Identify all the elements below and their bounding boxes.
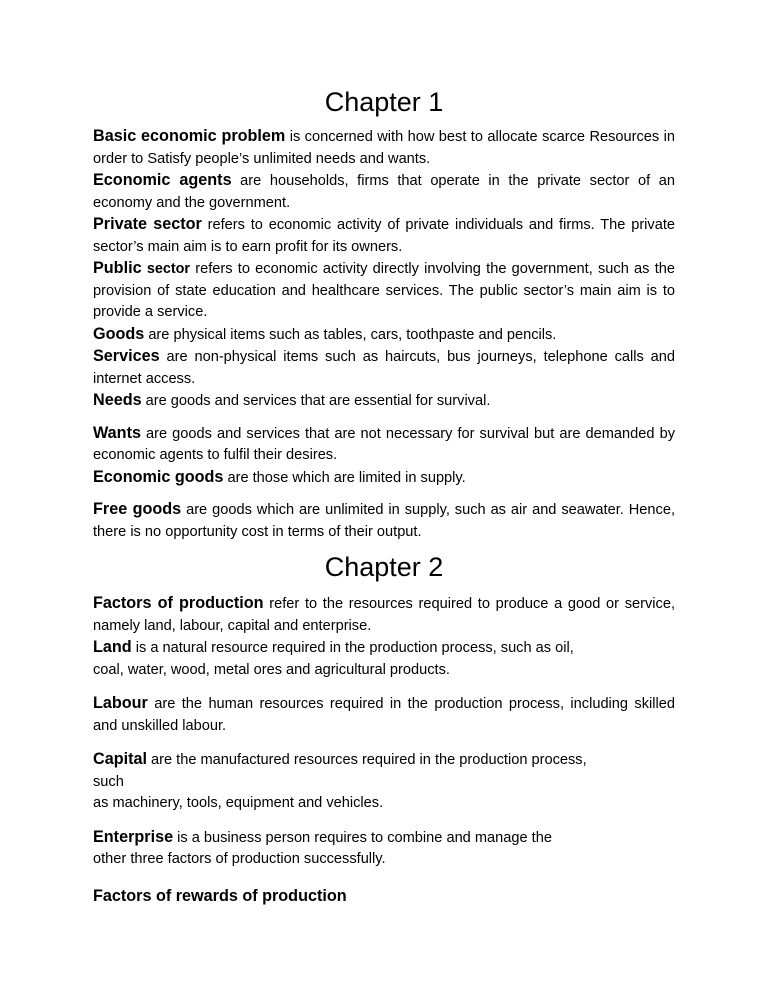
definition-text-line-2: other three factors of production successfully. bbox=[93, 851, 386, 867]
definition-free-goods bbox=[93, 499, 675, 543]
definition-enterprise bbox=[93, 827, 675, 871]
term: Private sector bbox=[93, 215, 202, 233]
chapter-1-title: Chapter 1 bbox=[324, 87, 444, 117]
definition-services bbox=[93, 346, 675, 390]
definition-text: is a natural resource required in the production process, such as oil, bbox=[131, 640, 574, 656]
definition-land bbox=[93, 637, 675, 681]
definition-text: refers to economic activity of private individuals and firms. The private sector’s main aim is to earn profit for its owners. bbox=[93, 217, 676, 255]
term: Land bbox=[93, 638, 132, 656]
term: Services bbox=[93, 347, 160, 365]
definition-text: are goods and services that are not necessary for survival but are demanded by economic agents to fulfil their desires. bbox=[93, 425, 675, 463]
definition-text-line-2: such bbox=[93, 773, 124, 790]
term: Goods bbox=[93, 324, 145, 343]
section-heading-factor-rewards: Factors of rewards of production bbox=[93, 886, 347, 905]
definition-text: are goods which are unlimited in supply, such as air and seawater. Hence, there is no opportunity cost in terms of their output. bbox=[93, 502, 676, 540]
term: Factors of production bbox=[93, 594, 264, 612]
term: Public bbox=[93, 259, 142, 277]
definition-capital bbox=[93, 749, 675, 815]
definition-text: are the manufactured resources required in the production process, bbox=[146, 752, 587, 768]
term: Needs bbox=[93, 391, 142, 409]
definition-labour bbox=[93, 693, 675, 737]
term: Basic economic problem bbox=[93, 127, 286, 145]
definition-text: are physical items such as tables, cars, toothpaste and pencils. bbox=[144, 326, 557, 343]
definition-text: are non-physical items such as haircuts, bus journeys, telephone calls and internet access. bbox=[93, 349, 675, 387]
definition-economic-goods bbox=[93, 467, 675, 490]
definition-basic-economic-problem bbox=[93, 126, 675, 170]
term: Economic agents bbox=[93, 171, 232, 189]
chapter-2-title: Chapter 2 bbox=[324, 552, 444, 582]
definition-wants bbox=[93, 423, 675, 467]
definition-text: refer to the resources required to produce a good or service, namely land, labour, capital and enterprise. bbox=[93, 596, 675, 634]
definition-text-line-3: as machinery, tools, equipment and vehicles. bbox=[93, 795, 384, 811]
definition-factors-of-production bbox=[93, 593, 675, 637]
term-continued: sector bbox=[146, 261, 191, 277]
term: Enterprise bbox=[93, 827, 174, 846]
definition-text-line-2: coal, water, wood, metal ores and agricultural products. bbox=[93, 661, 450, 678]
term: Labour bbox=[93, 694, 148, 712]
definition-text: are goods and services that are essential for survival. bbox=[141, 393, 491, 409]
definition-text: is concerned with how best to allocate scarce Resources in order to Satisfy people’s unlimited needs and wants. bbox=[93, 129, 675, 167]
term: Free goods bbox=[93, 500, 182, 518]
definition-needs bbox=[93, 390, 675, 413]
term: Economic goods bbox=[93, 467, 224, 486]
definition-public-sector bbox=[93, 258, 675, 324]
definition-text: are the human resources required in the production process, including skilled and unskilled labour. bbox=[93, 696, 675, 734]
term: Wants bbox=[93, 423, 141, 442]
term: Capital bbox=[93, 750, 147, 768]
definition-text: refers to economic activity directly involving the government, such as the provision of state education and healthcare services. The public sector’s main aim is to provide a service. bbox=[93, 261, 675, 320]
definition-private-sector bbox=[93, 214, 675, 258]
definition-text: are households, firms that operate in the private sector of an economy and the government. bbox=[93, 173, 675, 211]
definition-goods bbox=[93, 324, 675, 347]
definition-text: is a business person requires to combine and manage the bbox=[173, 829, 552, 846]
definition-economic-agents bbox=[93, 170, 675, 214]
definition-text: are those which are limited in supply. bbox=[223, 469, 466, 486]
document-content bbox=[93, 84, 675, 907]
